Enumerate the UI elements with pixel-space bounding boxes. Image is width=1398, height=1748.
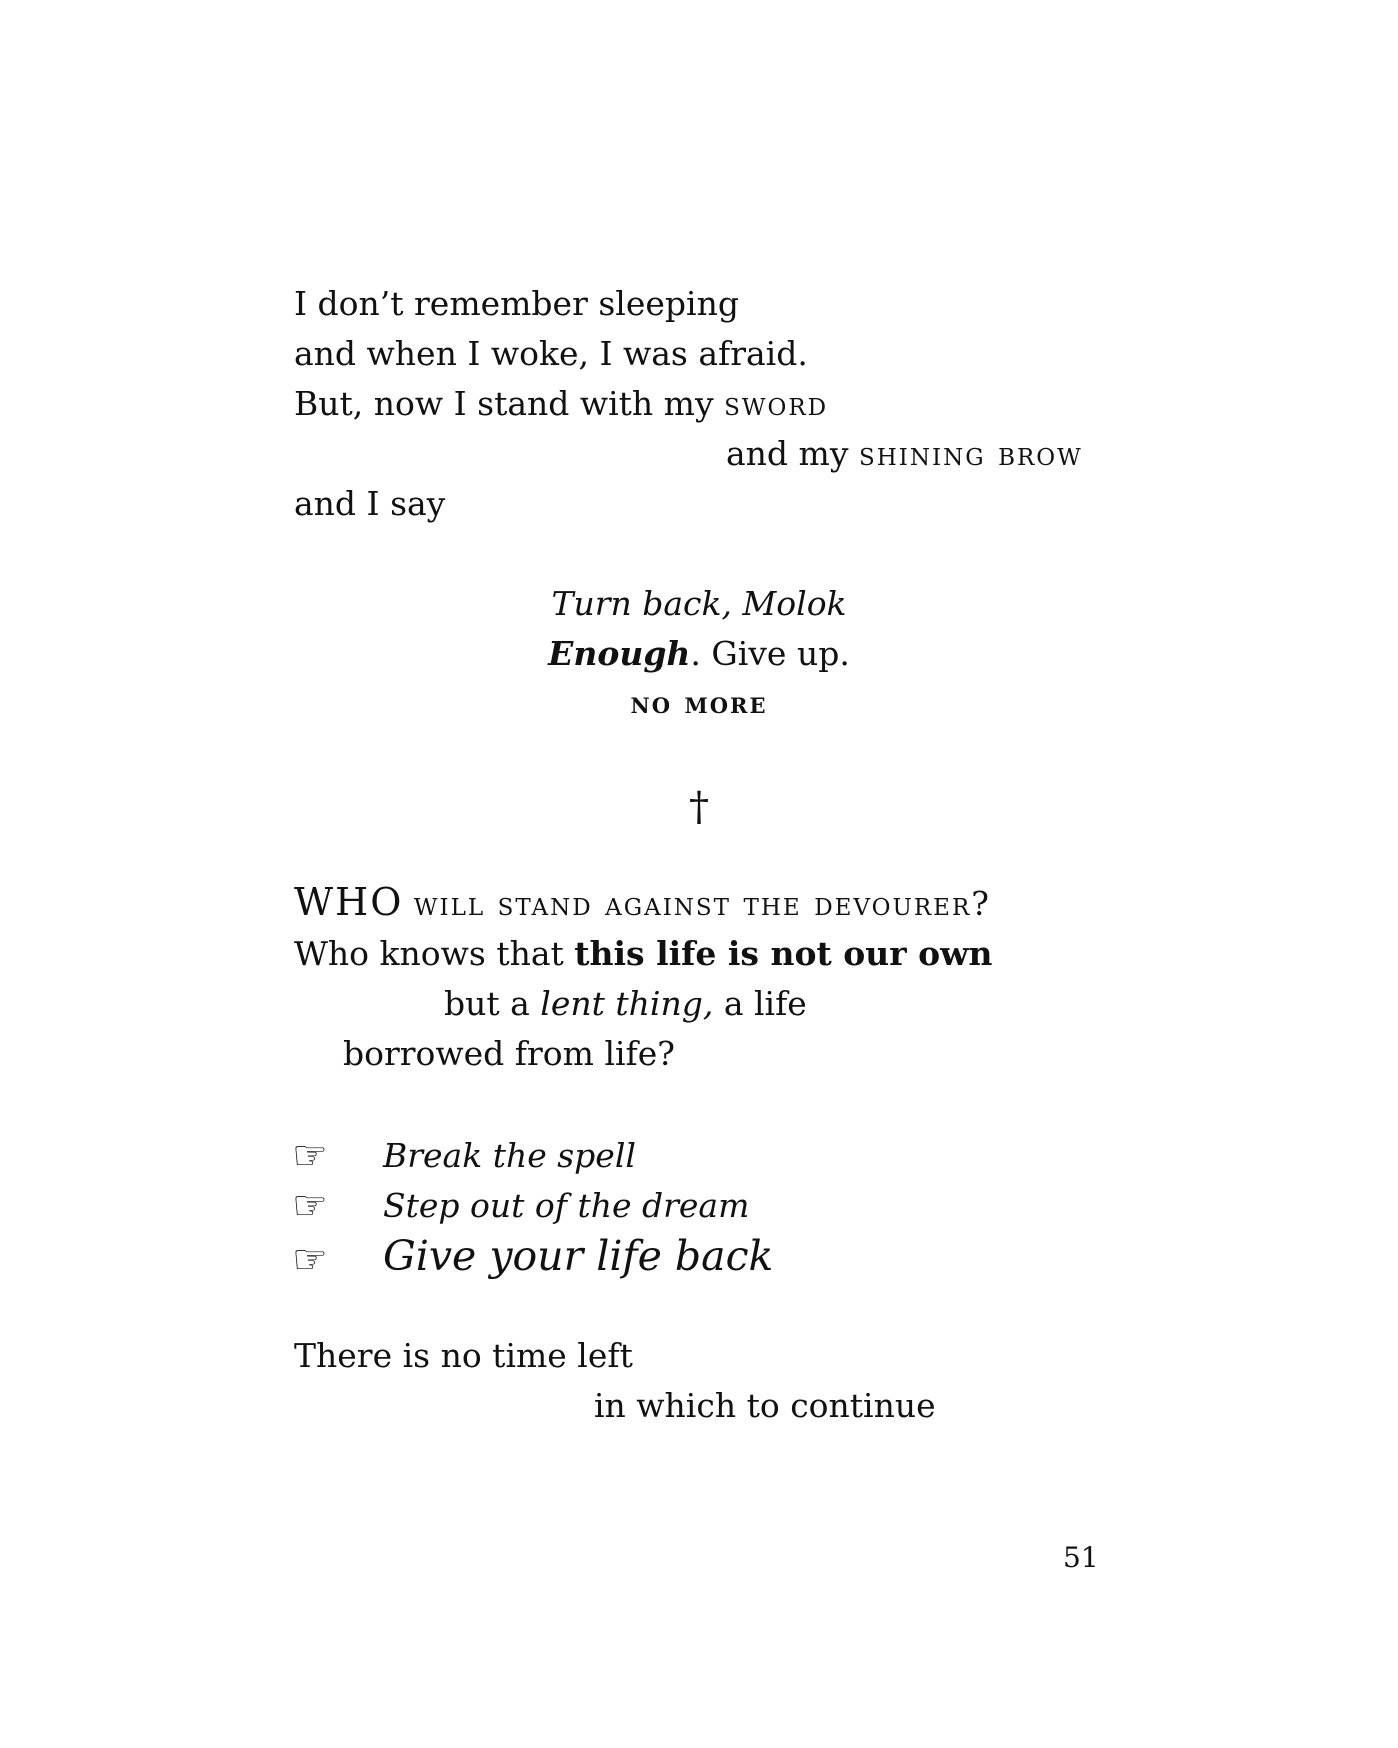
poem-line-centered: no more [630, 686, 768, 721]
poem-text: a life [713, 984, 807, 1023]
small-caps-phrase: will stand against the devourer? [413, 884, 991, 923]
bold-phrase: this life is not our own [574, 934, 993, 973]
poem-line [294, 934, 993, 974]
pointing-hand-icon: ☞ [292, 1183, 328, 1229]
page-number: 51 [1063, 1541, 1099, 1574]
poem-line [294, 882, 991, 924]
small-caps-phrase: shining brow [858, 434, 1083, 473]
poem-line: in which to continue [594, 1386, 936, 1425]
poem-text: Who knows that [294, 934, 575, 973]
poem-line-centered: Turn back, Molok [551, 584, 847, 623]
poem-text: But, now I stand with my [294, 384, 725, 423]
poem-line [726, 434, 1083, 474]
list-item: Break the spell [383, 1136, 636, 1175]
pointing-hand-icon: ☞ [292, 1133, 328, 1179]
poem-line [444, 984, 807, 1024]
small-caps-word: sword [724, 384, 829, 423]
large-caps-word: WHO [294, 880, 404, 924]
poem-line: and when I woke, I was afraid. [294, 334, 808, 373]
list-item-large: Give your life back [383, 1232, 774, 1280]
emphasis-word: Enough [548, 634, 691, 673]
poem-line-centered [0, 634, 1398, 674]
pointing-hand-icon: ☞ [292, 1237, 328, 1283]
poem-text: and my [726, 434, 859, 473]
poem-line: and I say [294, 484, 446, 523]
poem-line [294, 384, 828, 424]
italic-phrase: lent thing, [540, 984, 714, 1023]
poem-line: There is no time left [294, 1336, 633, 1375]
poem-line: I don’t remember sleeping [294, 284, 739, 323]
poem-line: borrowed from life? [343, 1034, 675, 1073]
dagger-divider: † [689, 784, 709, 830]
list-item: Step out of the dream [383, 1186, 750, 1225]
poem-text: but a [444, 984, 541, 1023]
poem-text: . Give up. [690, 634, 850, 673]
